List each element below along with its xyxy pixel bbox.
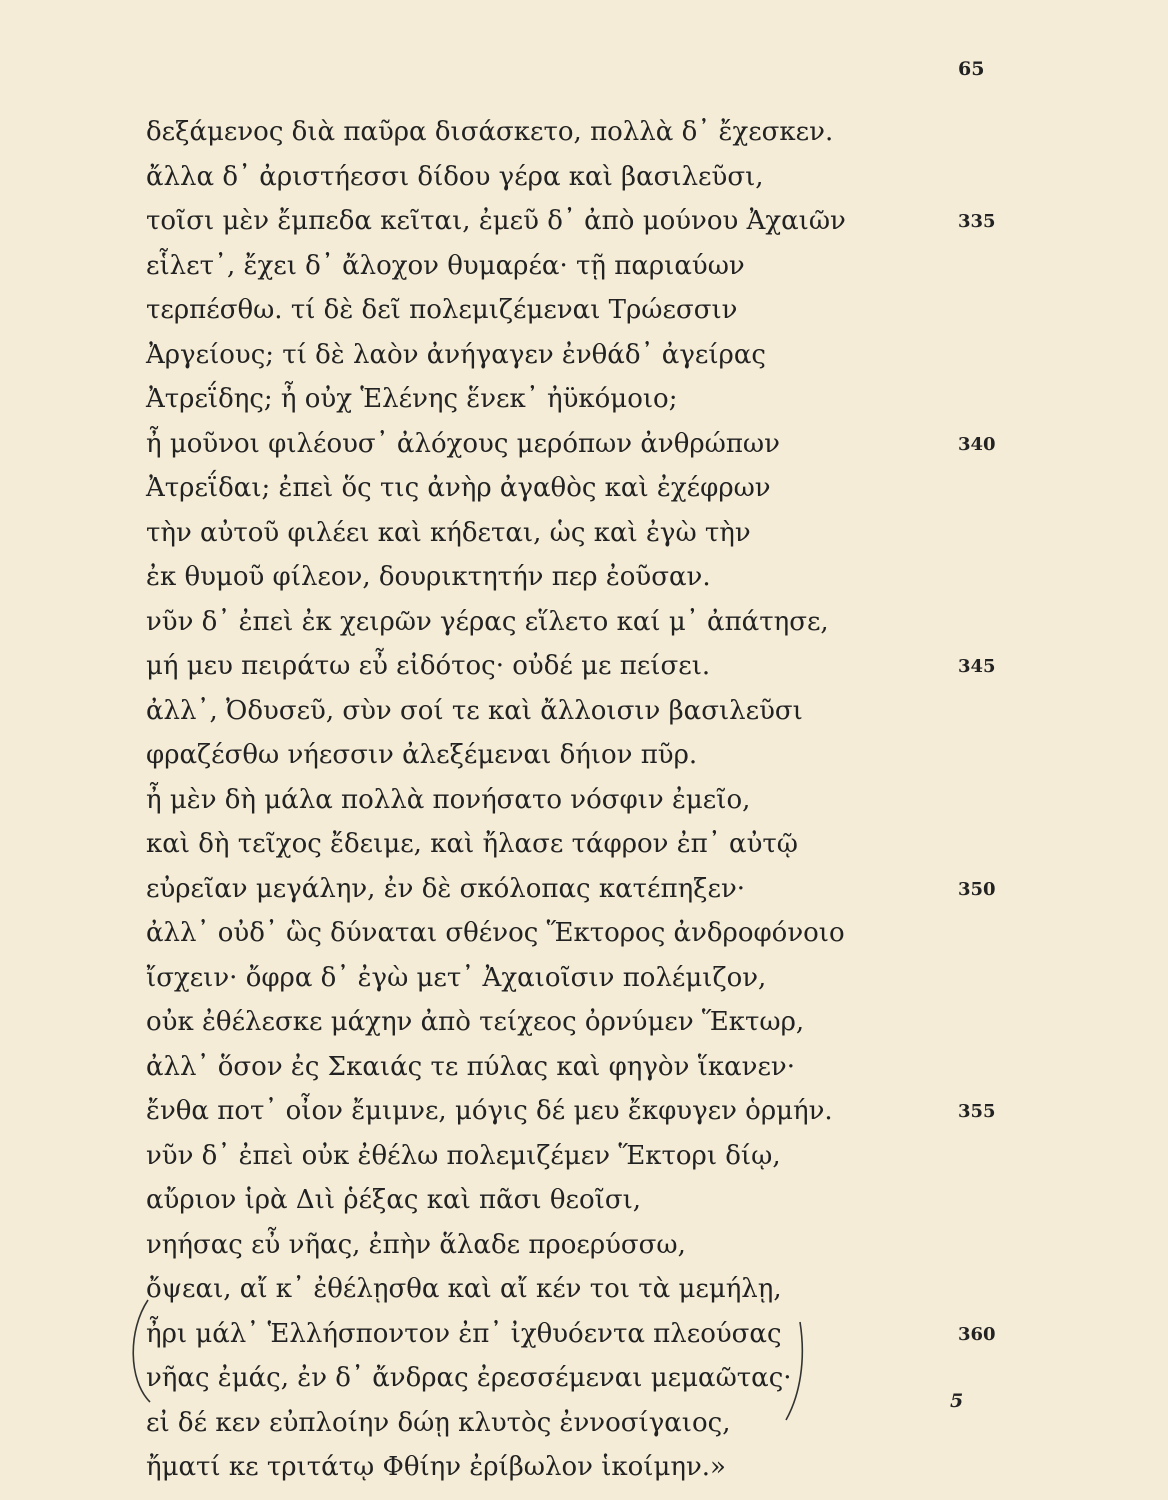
verse-text: εἷλετ᾽, ἔχει δ᾽ ἄλοχον θυμαρέα· τῇ παριαύων bbox=[146, 250, 745, 281]
verse-line bbox=[0, 1273, 1168, 1318]
verse-text: νῦν δ᾽ ἐπεὶ οὐκ ἐθέλω πολεμιζέμεν Ἕκτορι δίῳ, bbox=[146, 1140, 781, 1171]
verse-line bbox=[0, 1140, 1168, 1185]
verse-text: νῆας ἐμάς, ἐν δ᾽ ἄνδρας ἐρεσσέμεναι μεμαῶτας· bbox=[146, 1363, 792, 1393]
verse-text: Ἀτρεΐδης; ἦ οὐχ Ἑλένης ἕνεκ᾽ ἠϋκόμοιο; bbox=[146, 384, 678, 414]
verse-line bbox=[0, 205, 1168, 250]
verse-text: τερπέσθω. τί δὲ δεῖ πολεμιζέμεναι Τρώεσσιν bbox=[146, 295, 738, 325]
verse-line bbox=[0, 517, 1168, 562]
verse-text: φραζέσθω νήεσσιν ἀλεξέμεναι δήιον πῦρ. bbox=[146, 740, 698, 770]
verse-text: Ἀργείους; τί δὲ λαὸν ἀνήγαγεν ἐνθάδ᾽ ἀγείρας bbox=[146, 339, 766, 370]
verse-text: εὐρεῖαν μεγάλην, ἐν δὲ σκόλοπας κατέπηξεν· bbox=[146, 873, 746, 904]
verse-text: ἦ μὲν δὴ μάλα πολλὰ πονήσατο νόσφιν ἐμεῖο, bbox=[146, 784, 751, 815]
verse-text: ἀλλ᾽ ὅσον ἐς Σκαιάς τε πύλας καὶ φηγὸν ἵκανεν· bbox=[146, 1051, 795, 1082]
verse-line bbox=[0, 339, 1168, 384]
verse-line bbox=[0, 1362, 1168, 1407]
line-number: 350 bbox=[958, 878, 996, 900]
verse-line bbox=[0, 962, 1168, 1007]
verse-text: μή μευ πειράτω εὖ εἰδότος· οὐδέ με πείσει. bbox=[146, 651, 711, 681]
verse-line bbox=[0, 873, 1168, 918]
verse-line bbox=[0, 1095, 1168, 1140]
verse-block bbox=[0, 116, 1168, 1496]
verse-line bbox=[0, 917, 1168, 962]
verse-line bbox=[0, 250, 1168, 295]
verse-text: ἐκ θυμοῦ φίλεον, δουρικτητήν περ ἐοῦσαν. bbox=[146, 562, 711, 592]
verse-line bbox=[0, 1451, 1168, 1496]
page-number: 65 bbox=[958, 58, 985, 80]
verse-text: τὴν αὐτοῦ φιλέει καὶ κήδεται, ὡς καὶ ἐγὼ τὴν bbox=[146, 517, 751, 548]
verse-line bbox=[0, 561, 1168, 606]
line-number: 345 bbox=[958, 656, 996, 677]
verse-line bbox=[0, 383, 1168, 428]
verse-text: ἔνθα ποτ᾽ οἶον ἔμιμνε, μόγις δέ μευ ἔκφυγεν ὁρμήν. bbox=[146, 1096, 833, 1126]
verse-text: Ἀτρεΐδαι; ἐπεὶ ὅς τις ἀνὴρ ἀγαθὸς καὶ ἐχέφρων bbox=[146, 473, 771, 503]
verse-line bbox=[0, 828, 1168, 873]
verse-line bbox=[0, 1051, 1168, 1096]
verse-line bbox=[0, 695, 1168, 740]
verse-text: καὶ δὴ τεῖχος ἔδειμε, καὶ ἤλασε τάφρον ἐπ᾽ αὐτῷ bbox=[146, 829, 798, 859]
verse-line bbox=[0, 1184, 1168, 1229]
verse-text: εἰ δέ κεν εὐπλοίην δώῃ κλυτὸς ἐννοσίγαιος, bbox=[146, 1407, 731, 1438]
verse-text: νῦν δ᾽ ἐπεὶ ἐκ χειρῶν γέρας εἵλετο καί μ᾽ ἀπάτησε, bbox=[146, 606, 829, 637]
verse-text: αὔριον ἱρὰ Διὶ ῥέξας καὶ πᾶσι θεοῖσι, bbox=[146, 1185, 642, 1215]
verse-text: ἦρι μάλ᾽ Ἑλλήσποντον ἐπ᾽ ἰχθυόεντα πλεούσας bbox=[146, 1318, 782, 1349]
verse-text: ἤματί κε τριτάτῳ Φθίην ἐρίβωλον ἱκοίμην.» bbox=[146, 1452, 726, 1482]
verse-line bbox=[0, 1229, 1168, 1274]
verse-line bbox=[0, 739, 1168, 784]
verse-text: ἄλλα δ᾽ ἀριστήεσσι δίδου γέρα καὶ βασιλεῦσι, bbox=[146, 161, 764, 192]
verse-line bbox=[0, 1318, 1168, 1363]
verse-line bbox=[0, 1006, 1168, 1051]
verse-text: ἴσχειν· ὄφρα δ᾽ ἐγὼ μετ᾽ Ἀχαιοῖσιν πολέμιζον, bbox=[146, 962, 767, 993]
verse-text: ὄψεαι, αἴ κ᾽ ἐθέλῃσθα καὶ αἴ κέν τοι τὰ μεμήλῃ, bbox=[146, 1274, 782, 1304]
verse-line bbox=[0, 784, 1168, 829]
verse-text: ἦ μοῦνοι φιλέουσ᾽ ἀλόχους μερόπων ἀνθρώπων bbox=[146, 428, 780, 459]
verse-line bbox=[0, 116, 1168, 161]
line-number: 355 bbox=[958, 1101, 996, 1122]
verse-text: οὐκ ἐθέλεσκε μάχην ἀπὸ τείχεος ὀρνύμεν Ἕκτωρ, bbox=[146, 1007, 805, 1037]
verse-text: τοῖσι μὲν ἔμπεδα κεῖται, ἐμεῦ δ᾽ ἀπὸ μούνου Ἀχαιῶν bbox=[146, 206, 846, 236]
verse-line bbox=[0, 161, 1168, 206]
verse-text: δεξάμενος διὰ παῦρα δισάσκετο, πολλὰ δ᾽ ἔχεσκεν. bbox=[146, 117, 834, 147]
verse-text: νηήσας εὖ νῆας, ἐπὴν ἅλαδε προερύσσω, bbox=[146, 1229, 686, 1260]
line-number: 340 bbox=[958, 433, 996, 455]
signature-mark: 5 bbox=[950, 1390, 964, 1412]
verse-text: ἀλλ᾽, Ὀδυσεῦ, σὺν σοί τε καὶ ἄλλοισιν βασιλεῦσι bbox=[146, 695, 803, 726]
verse-line bbox=[0, 1407, 1168, 1452]
verse-line bbox=[0, 428, 1168, 473]
line-number: 360 bbox=[958, 1323, 996, 1345]
verse-line bbox=[0, 294, 1168, 339]
line-number: 335 bbox=[958, 211, 996, 232]
verse-line bbox=[0, 472, 1168, 517]
verse-line bbox=[0, 606, 1168, 651]
verse-line bbox=[0, 650, 1168, 695]
verse-text: ἀλλ᾽ οὐδ᾽ ὣς δύναται σθένος Ἕκτορος ἀνδροφόνοιο bbox=[146, 918, 845, 948]
